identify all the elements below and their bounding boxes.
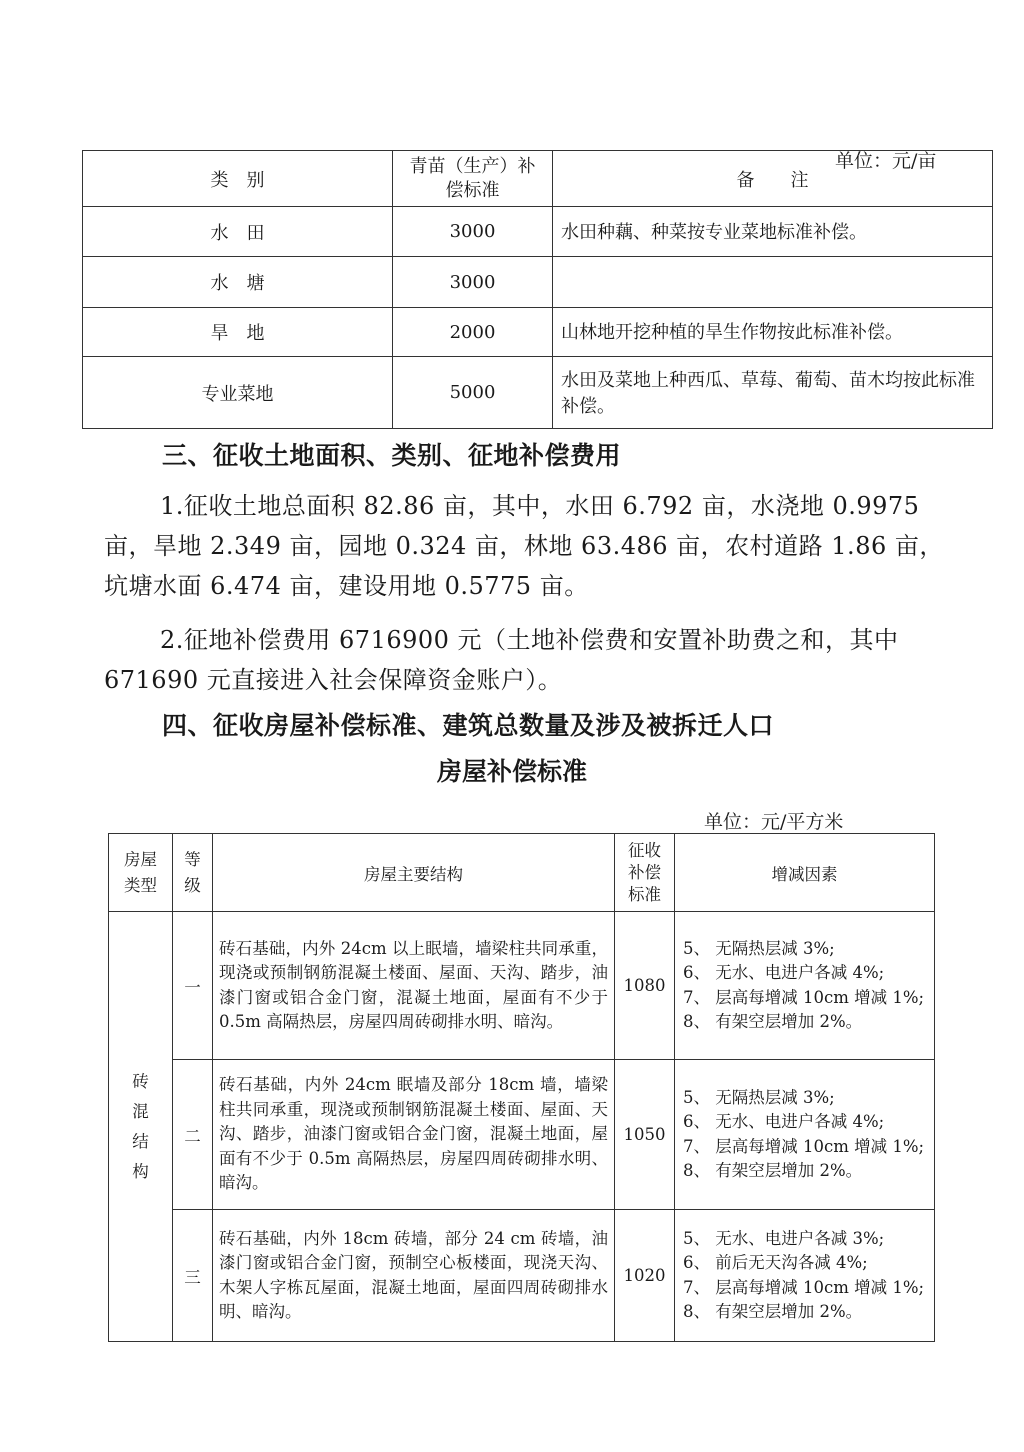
table-row: [109, 1060, 935, 1210]
section3-heading: 三、征收土地面积、类别、征地补偿费用: [162, 441, 622, 470]
row-category: 专业菜地: [83, 357, 393, 429]
factor-item: 8、 有架空层增加 2%。: [683, 1161, 863, 1180]
row-standard: 1080: [615, 912, 675, 1060]
row-remark: 水田种藕、种菜按专业菜地标准补偿。: [553, 207, 993, 257]
row-category: 水 田: [83, 207, 393, 257]
row-structure: 砖石基础，内外 18cm 砖墙，部分 24 cm 砖墙，油漆门窗或铝合金门窗，预制空心板楼面，现浇天沟、木架人字栋瓦屋面，混凝土地面，屋面四周砖砌排水明、暗沟。: [213, 1210, 615, 1342]
row-factors: [675, 912, 935, 1060]
header-remark: 备 注: [553, 151, 993, 207]
section3-p1-line1: 1.征收土地总面积 82.86 亩，其中，水田 6.792 亩，水浇地 0.9975: [160, 492, 920, 520]
section3-p1-line3: 坑塘水面 6.474 亩，建设用地 0.5775 亩。: [104, 572, 589, 600]
row-grade: 二: [173, 1060, 213, 1210]
row-remark: [553, 257, 993, 308]
row-remark: 山林地开挖种植的旱生作物按此标准补偿。: [553, 308, 993, 357]
row-category: 旱 地: [83, 308, 393, 357]
row-grade: 三: [173, 1210, 213, 1342]
row-standard: 5000: [393, 357, 553, 429]
factor-item: 6、 前后无天沟各减 4%;: [683, 1253, 868, 1272]
table-row: [83, 357, 993, 429]
header-house-type: 房屋类型: [109, 834, 173, 912]
row-standard: 3000: [393, 257, 553, 308]
header-standard: 青苗（生产）补偿标准: [393, 151, 553, 207]
row-factors: [675, 1060, 935, 1210]
factor-item: 8、 有架空层增加 2%。: [683, 1012, 863, 1031]
factor-item: 6、 无水、电进户各减 4%;: [683, 963, 885, 982]
row-grade: 一: [173, 912, 213, 1060]
table-header-row: [83, 151, 993, 207]
header-factors: 增减因素: [675, 834, 935, 912]
row-remark: 水田及菜地上种西瓜、草莓、葡萄、苗木均按此标准补偿。: [553, 357, 993, 429]
crops-compensation-table: [82, 150, 993, 429]
row-structure: 砖石基础，内外 24cm 以上眠墙，墙梁柱共同承重，现浇或预制钢筋混凝土楼面、屋面、天沟、踏步，油漆门窗或铝合金门窗，混凝土地面，屋面有不少于 0.5m 高隔热层，房屋四周砖砌排水明、暗沟。: [213, 912, 615, 1060]
factor-item: 5、 无隔热层减 3%;: [683, 1087, 835, 1107]
row-standard: 3000: [393, 207, 553, 257]
factor-item: 7、 层高每增减 10cm 增减 1%;: [683, 1136, 925, 1156]
house-table-title: 房屋补偿标准: [436, 757, 587, 786]
table-row: [83, 257, 993, 308]
row-standard: 1050: [615, 1060, 675, 1210]
crops-table-unit: 单位：元/亩: [835, 150, 937, 172]
house-type-cell: 砖混结构: [109, 912, 173, 1342]
table-row: [83, 308, 993, 357]
factor-item: 7、 层高每增减 10cm 增减 1%;: [683, 987, 925, 1007]
factor-item: 8、 有架空层增加 2%。: [683, 1302, 863, 1321]
factor-item: 7、 层高每增减 10cm 增减 1%;: [683, 1277, 925, 1297]
table-row: [83, 207, 993, 257]
header-category: 类 别: [83, 151, 393, 207]
factor-item: 6、 无水、电进户各减 4%;: [683, 1112, 885, 1131]
header-standard: 征收补偿标准: [615, 834, 675, 912]
section4-heading: 四、征收房屋补偿标准、建筑总数量及涉及被拆迁人口: [162, 711, 775, 740]
header-structure: 房屋主要结构: [213, 834, 615, 912]
header-grade: 等级: [173, 834, 213, 912]
row-standard: 2000: [393, 308, 553, 357]
table-row: [109, 1210, 935, 1342]
table-row: [109, 912, 935, 1060]
factor-item: 5、 无隔热层减 3%;: [683, 938, 835, 958]
row-structure: 砖石基础，内外 24cm 眠墙及部分 18cm 墙，墙梁柱共同承重，现浇或预制钢筋混凝土楼面、屋面、天沟、踏步，油漆门窗或铝合金门窗，混凝土地面，屋面有不少于 0.5m 高隔热层，房屋四周砖砌排水明、暗沟。: [213, 1060, 615, 1210]
section3-p1-line2: 亩，旱地 2.349 亩，园地 0.324 亩，林地 63.486 亩，农村道路 1.86 亩，: [104, 532, 944, 560]
row-factors: [675, 1210, 935, 1342]
section3-p2-line1: 2.征地补偿费用 6716900 元（土地补偿费和安置补助费之和，其中: [160, 626, 899, 654]
factor-item: 5、 无水、电进户各减 3%;: [683, 1228, 885, 1248]
house-table-unit: 单位：元/平方米: [704, 811, 844, 833]
row-category: 水 塘: [83, 257, 393, 308]
table-header-row: [109, 834, 935, 912]
section3-p2-line2: 671690 元直接进入社会保障资金账户）。: [104, 666, 563, 694]
house-compensation-table: [108, 833, 935, 1342]
row-standard: 1020: [615, 1210, 675, 1342]
